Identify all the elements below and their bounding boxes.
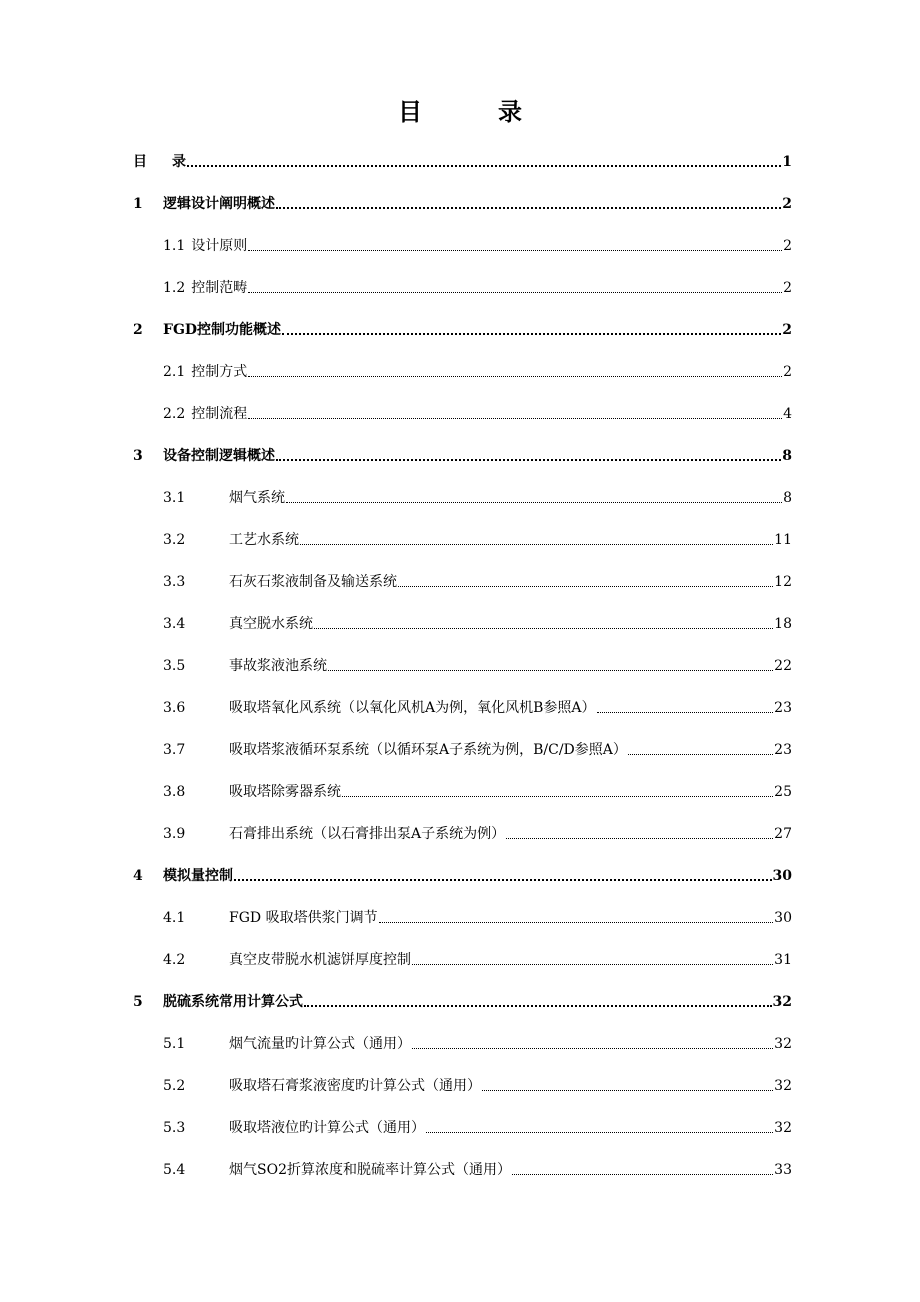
toc-page: 2: [783, 238, 792, 254]
toc-text: 吸取塔除雾器系统: [229, 784, 341, 800]
leader-dots: [248, 292, 782, 293]
toc-entry-3-2[interactable]: [163, 525, 792, 549]
leader-dots: [248, 250, 782, 251]
leader-dots: [328, 670, 773, 671]
toc-text: 设备控制逻辑概述: [163, 448, 275, 464]
toc-text: 烟气系统: [229, 490, 285, 506]
toc-text: 模拟量控制: [163, 868, 233, 884]
toc-number: 1.2: [163, 280, 186, 296]
toc-page: 2: [783, 280, 792, 296]
toc-text: 脱硫系统常用计算公式: [163, 994, 303, 1010]
toc-page: 11: [774, 532, 792, 548]
toc-text: 石灰石浆液制备及输送系统: [229, 574, 397, 590]
toc-number: 4.1: [163, 910, 186, 926]
toc-page: 8: [782, 448, 792, 464]
toc-text: 事故浆液池系统: [229, 658, 327, 674]
toc-number: 目: [133, 154, 147, 170]
leader-dots: [282, 333, 781, 335]
toc-page: 33: [774, 1162, 792, 1178]
toc-page: 22: [774, 658, 792, 674]
toc-page: 32: [772, 994, 792, 1010]
toc-number: 3: [133, 448, 143, 464]
leader-dots: [342, 796, 773, 797]
leader-dots: [300, 544, 773, 545]
leader-dots: [512, 1174, 773, 1175]
toc-text: 吸取塔液位旳计算公式（通用）: [229, 1120, 425, 1136]
toc-text: 真空脱水系统: [229, 616, 313, 632]
toc-entry-2[interactable]: [133, 315, 792, 339]
toc-entry-3-1[interactable]: [163, 483, 792, 507]
toc-page: 8: [783, 490, 792, 506]
toc-text: 控制流程: [191, 406, 248, 422]
toc-page: 1: [782, 154, 792, 170]
leader-dots: [398, 586, 773, 587]
toc-entry-3-8[interactable]: [163, 777, 792, 801]
toc-text: 石膏排出系统（以石膏排出泵A子系统为例）: [229, 826, 506, 842]
toc-entry-1-2[interactable]: [163, 273, 792, 297]
toc-page: 23: [774, 742, 792, 758]
toc-number: 3.9: [163, 826, 186, 842]
leader-dots: [426, 1132, 773, 1133]
leader-dots: [597, 712, 774, 713]
toc-text: 吸取塔氧化风系统（以氧化风机A为例，氧化风机B参照A）: [229, 700, 596, 716]
toc-entry-5-4[interactable]: [163, 1155, 792, 1179]
toc-number: 5.3: [163, 1120, 186, 1136]
toc-number: 1: [133, 196, 143, 212]
toc-page: 31: [774, 952, 792, 968]
toc-text: 吸取塔浆液循环泵系统（以循环泵A子系统为例，B/C/D参照A）: [229, 742, 627, 758]
toc-entry-4-1[interactable]: [163, 903, 792, 927]
toc-entry-3-9[interactable]: [163, 819, 792, 843]
toc-entry-4-2[interactable]: [163, 945, 792, 969]
toc-entry-5-1[interactable]: [163, 1029, 792, 1053]
toc-number: 1.1: [163, 238, 186, 254]
toc-entry-contents[interactable]: [133, 147, 792, 171]
toc-number: 3.6: [163, 700, 186, 716]
toc-page: 23: [774, 700, 792, 716]
toc-page: 32: [774, 1078, 792, 1094]
toc-page: 32: [774, 1120, 792, 1136]
toc-text: 吸取塔石膏浆液密度旳计算公式（通用）: [229, 1078, 481, 1094]
toc-entry-2-2[interactable]: [163, 399, 792, 423]
toc-page: 2: [783, 364, 792, 380]
toc-text: 逻辑设计阐明概述: [163, 196, 275, 212]
toc-page: 27: [774, 826, 792, 842]
toc-text: 烟气SO2折算浓度和脱硫率计算公式（通用）: [229, 1162, 511, 1178]
leader-dots: [276, 459, 781, 461]
toc-entry-5-2[interactable]: [163, 1071, 792, 1095]
leader-dots: [412, 1048, 773, 1049]
leader-dots: [234, 879, 772, 881]
toc-number: 3.3: [163, 574, 186, 590]
toc-text: 录: [172, 154, 186, 170]
toc-number: 2: [133, 322, 143, 338]
toc-text: FGD 吸取塔供浆门调节: [229, 910, 378, 926]
toc-entry-2-1[interactable]: [163, 357, 792, 381]
toc-entry-3-6[interactable]: [163, 693, 792, 717]
toc-page: 4: [783, 406, 792, 422]
toc-page: 30: [772, 868, 792, 884]
leader-dots: [248, 376, 782, 377]
toc-number: 3.1: [163, 490, 186, 506]
toc-text: 烟气流量旳计算公式（通用）: [229, 1036, 411, 1052]
page-title: 目 录: [398, 97, 548, 126]
leader-dots: [314, 628, 773, 629]
toc-page: 2: [782, 196, 792, 212]
toc-page: 30: [774, 910, 792, 926]
toc-page: 2: [782, 322, 792, 338]
toc-number: 3.4: [163, 616, 186, 632]
toc-number: 5.2: [163, 1078, 186, 1094]
toc-entry-3-7[interactable]: [163, 735, 792, 759]
toc-number: 3.5: [163, 658, 186, 674]
leader-dots: [276, 207, 781, 209]
toc-page: 25: [774, 784, 792, 800]
toc-entry-3-5[interactable]: [163, 651, 792, 675]
toc-page: 18: [774, 616, 792, 632]
leader-dots: [248, 418, 782, 419]
leader-dots: [412, 964, 773, 965]
toc-number: 3.7: [163, 742, 186, 758]
toc-entry-3-4[interactable]: [163, 609, 792, 633]
toc-number: 2.1: [163, 364, 186, 380]
toc-number: 3.8: [163, 784, 186, 800]
toc-number: 5.1: [163, 1036, 186, 1052]
toc-entry-3-3[interactable]: [163, 567, 792, 591]
toc-number: 4.2: [163, 952, 186, 968]
toc-page: 12: [774, 574, 792, 590]
toc-text: 控制范畴: [191, 280, 248, 296]
toc-number: 4: [133, 868, 143, 884]
toc-text: 工艺水系统: [229, 532, 299, 548]
leader-dots: [379, 922, 774, 923]
toc-entry-4[interactable]: [133, 861, 792, 885]
toc-text: 真空皮带脱水机滤饼厚度控制: [229, 952, 411, 968]
toc-text: 设计原则: [191, 238, 248, 254]
leader-dots: [628, 754, 773, 755]
leader-dots: [482, 1090, 773, 1091]
toc-text: FGD控制功能概述: [163, 322, 282, 338]
toc-number: 3.2: [163, 532, 186, 548]
toc-number: 5.4: [163, 1162, 186, 1178]
toc-number: 2.2: [163, 406, 186, 422]
toc-number: 5: [133, 994, 143, 1010]
toc-entry-3[interactable]: [133, 441, 792, 465]
toc-page: 32: [774, 1036, 792, 1052]
toc-entry-1-1[interactable]: [163, 231, 792, 255]
leader-dots: [286, 502, 782, 503]
toc-text: 控制方式: [191, 364, 248, 380]
leader-dots: [506, 838, 773, 839]
leader-dots: [304, 1005, 772, 1007]
toc-entry-5[interactable]: [133, 987, 792, 1011]
toc-entry-5-3[interactable]: [163, 1113, 792, 1137]
leader-dots: [187, 165, 781, 167]
toc-entry-1[interactable]: [133, 189, 792, 213]
